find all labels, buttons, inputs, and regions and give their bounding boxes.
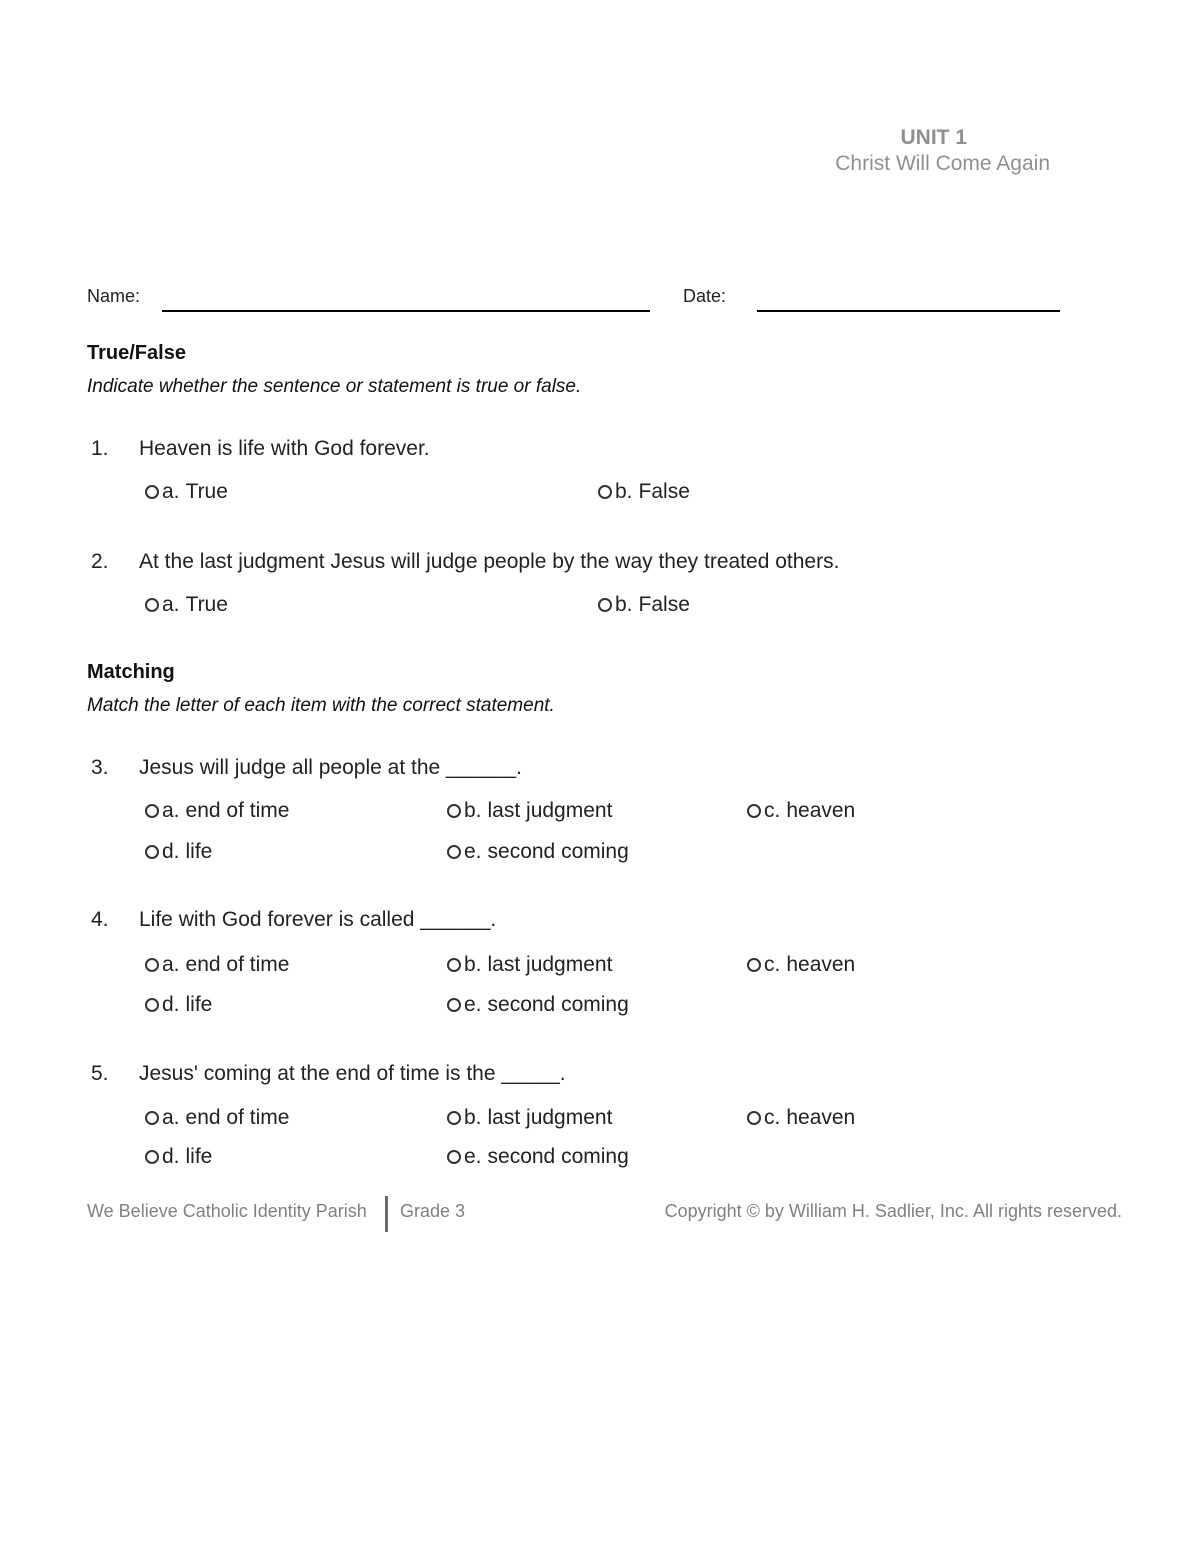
true-false-instruction: Indicate whether the sentence or statement is true or false. [87, 376, 582, 397]
question-text: Jesus' coming at the end of time is the _____. [139, 1062, 566, 1085]
answer-option[interactable]: a. end of time [145, 953, 289, 977]
answer-option[interactable]: a. True [145, 593, 228, 617]
radio-bubble-icon[interactable] [145, 958, 159, 972]
radio-bubble-icon[interactable] [447, 804, 461, 818]
answer-option[interactable]: b. last judgment [447, 953, 612, 977]
question-text: Life with God forever is called ______. [139, 908, 497, 931]
answer-option[interactable]: d. life [145, 993, 212, 1017]
unit-title: Christ Will Come Again [835, 152, 1050, 175]
question-number: 3. [91, 756, 109, 779]
answer-option[interactable]: b. last judgment [447, 1106, 612, 1130]
answer-option[interactable]: e. second coming [447, 1145, 629, 1169]
radio-bubble-icon[interactable] [598, 485, 612, 499]
date-field[interactable] [757, 310, 1060, 312]
footer-series: We Believe Catholic Identity Parish [87, 1201, 367, 1221]
name-field[interactable] [162, 310, 650, 312]
question-number: 2. [91, 550, 109, 573]
question-text: At the last judgment Jesus will judge people by the way they treated others. [139, 550, 840, 573]
radio-bubble-icon[interactable] [145, 804, 159, 818]
answer-option[interactable]: a. True [145, 480, 228, 504]
question-text: Jesus will judge all people at the ______. [139, 756, 522, 779]
radio-bubble-icon[interactable] [447, 845, 461, 859]
answer-option[interactable]: e. second coming [447, 840, 629, 864]
answer-option[interactable]: b. False [598, 593, 690, 617]
answer-option[interactable]: d. life [145, 1145, 212, 1169]
answer-option[interactable]: a. end of time [145, 799, 289, 823]
footer-grade: Grade 3 [400, 1201, 466, 1221]
answer-option[interactable]: a. end of time [145, 1106, 289, 1130]
radio-bubble-icon[interactable] [747, 804, 761, 818]
name-label: Name: [87, 286, 141, 306]
answer-option[interactable]: e. second coming [447, 993, 629, 1017]
answer-option[interactable]: b. False [598, 480, 690, 504]
radio-bubble-icon[interactable] [145, 845, 159, 859]
answer-option[interactable]: b. last judgment [447, 799, 612, 823]
true-false-section-title: True/False [87, 342, 186, 364]
radio-bubble-icon[interactable] [145, 598, 159, 612]
date-label: Date: [683, 286, 727, 306]
radio-bubble-icon[interactable] [145, 485, 159, 499]
radio-bubble-icon[interactable] [447, 958, 461, 972]
question-number: 5. [91, 1062, 109, 1085]
radio-bubble-icon[interactable] [145, 998, 159, 1012]
answer-option[interactable]: c. heaven [747, 1106, 855, 1130]
matching-section-title: Matching [87, 661, 175, 683]
question-number: 1. [91, 437, 109, 460]
question-text: Heaven is life with God forever. [139, 437, 430, 460]
answer-option[interactable]: d. life [145, 840, 212, 864]
radio-bubble-icon[interactable] [747, 1111, 761, 1125]
footer-copyright: Copyright © by William H. Sadlier, Inc. All rights reserved. [664, 1201, 1122, 1221]
radio-bubble-icon[interactable] [747, 958, 761, 972]
radio-bubble-icon[interactable] [447, 1150, 461, 1164]
footer-divider [385, 1196, 388, 1232]
radio-bubble-icon[interactable] [598, 598, 612, 612]
answer-option[interactable]: c. heaven [747, 799, 855, 823]
radio-bubble-icon[interactable] [447, 998, 461, 1012]
unit-label: UNIT 1 [900, 126, 967, 149]
radio-bubble-icon[interactable] [145, 1111, 159, 1125]
radio-bubble-icon[interactable] [447, 1111, 461, 1125]
question-number: 4. [91, 908, 109, 931]
answer-option[interactable]: c. heaven [747, 953, 855, 977]
radio-bubble-icon[interactable] [145, 1150, 159, 1164]
matching-instruction: Match the letter of each item with the correct statement. [87, 695, 555, 716]
